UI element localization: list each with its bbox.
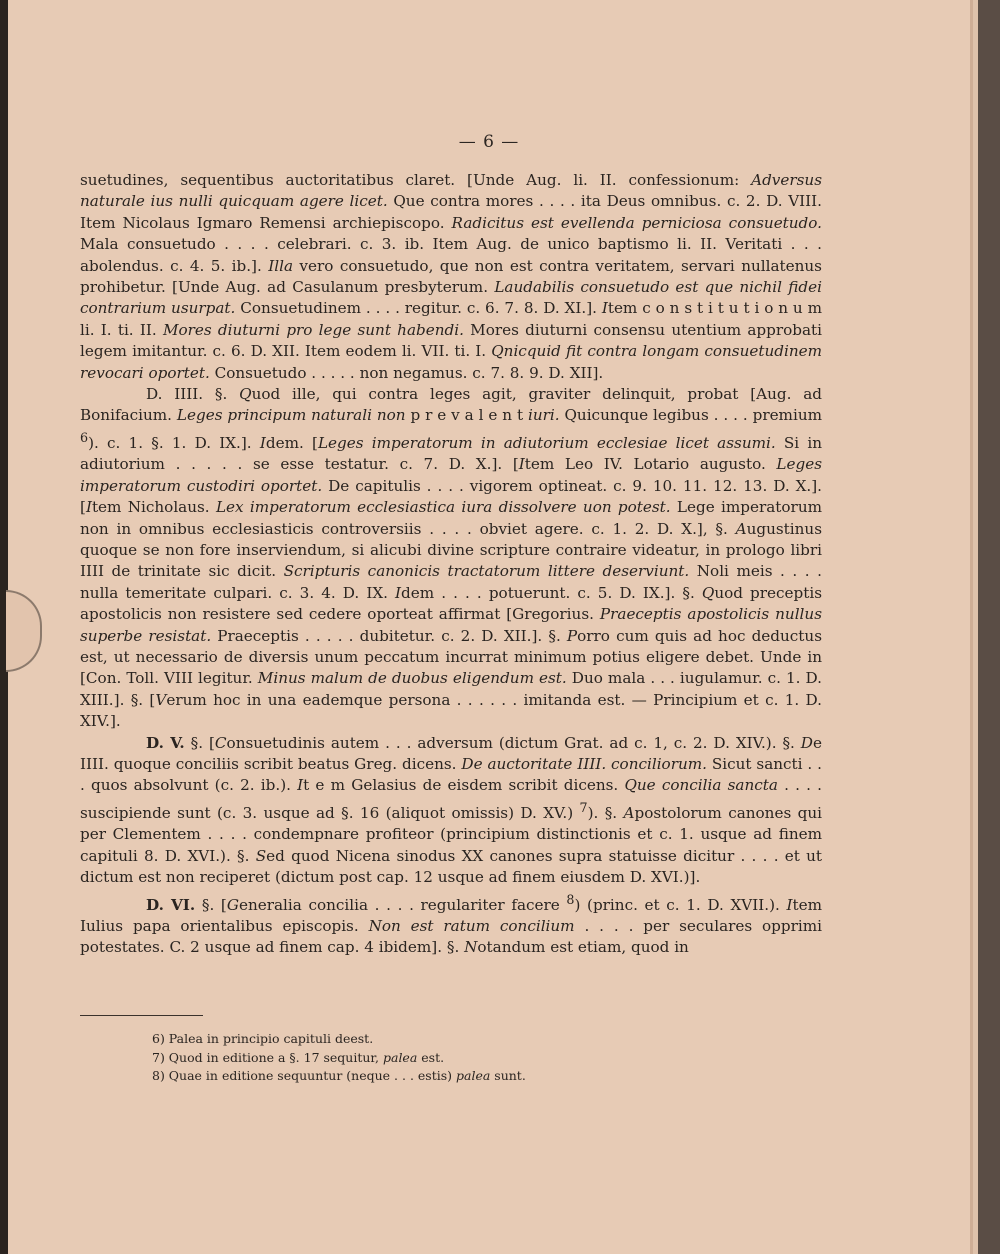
adjacent-page-edge: [970, 0, 1000, 1254]
book-page: [8, 0, 973, 1254]
footnotes: [152, 1030, 802, 1086]
main-text: [80, 170, 822, 959]
paragraph-2: D. IIII. §. Quod ille, qui contra leges agit, graviter delinquit, probat [Aug. ad Bonifacium. Leges principum naturali non p r e v a l e n t iuri. Quicunque legibus . . . . premium $^6$). c. 1. §. 1. D. IX.]. Idem. [Leges imperatorum in adiutorium ecclesiae licet assumi. Si in adiutorium . . . . . se esse testatur. c. 7. D. X.]. [Item Leo IV. Lotario augusto. Leges imperatorum custodiri oportet. De capitulis . . . . vigorem optineat. c. 9. 10. 11. 12. 13. D. X.]. [Item Nicholaus. Lex imperatorum ecclesiastica iura dissolvere uon potest. Lege imperatorum non in omnibus ecclesiasticis controversiis . . . . obviet agere. c. 1. 2. D. X.], §. Augustinus quoque se non fore inserviendum, si alicubi divine scripture contraire videatur, in prologo libri IIII de trinitate sic dicit. Scripturis canonicis tractatorum littere deserviunt. Noli meis . . . . nulla temeritate culpari. c. 3. 4. D. IX. Idem . . . . potuerunt. c. 5. D. IX.]. §. Quod preceptis apostolicis non resistere sed cedere oporteat affirmat [Gregorius. Praeceptis apostolicis nullus superbe resistat. Praeceptis . . . . . dubitetur. c. 2. D. XII.]. §. Porro cum quis ad hoc deductus est, ut necessario de diversis unum peccatum incurrat minimum potius eligere debet. Unde in [Con. Toll. VIII legitur. Minus malum de duobus eligendum est. Duo mala . . . iugulamur. c. 1. D. XIII.]. §. [Verum hoc in una eademque persona . . . . . . imitanda est. — Principium et c. 1. D. XIV.].: [80, 385, 823, 731]
paragraph-3: D. V. §. [Consuetudinis autem . . . adversum (dictum Grat. ad c. 1, c. 2. D. XIV.). §. De IIII. quoque conciliis scribit beatus Greg. dicens. De auctoritate IIII. conciliorum. Sicut sancti . . . quos absolvunt (c. 2. ib.). It e m Gelasius de eisdem scribit dicens. Que concilia sancta . . . . suscipiende sunt (c. 3. usque ad §. 16 (aliquot omissis) D. XV.) $^7$). §. Apostolorum canones qui per Clementem . . . . condempnare profiteor (principium distinctionis et c. 1. usque ad finem capituli 8. D. XVI.). §. Sed quod Nicena sinodus XX canones supra statuisse dicitur . . . . et ut dictum est non reciperet (dictum post cap. 12 usque ad finem eiusdem D. XVI.)].: [80, 733, 822, 887]
page-tab-notch: [6, 590, 42, 672]
footnote-6: 6) Palea in principio capituli deest.: [152, 1031, 374, 1046]
footnote-rule: [80, 1015, 203, 1016]
paragraph-4: D. VI. §. [Generalia concilia . . . . regulariter facere $^8$) (princ. et c. 1. D. XVII.). Item Iulius papa orientalibus episcopis. Non est ratum concilium . . . . per seculares opprimi potestates. C. 2 usque ad finem cap. 4 ibidem]. §. Notandum est etiam, quod in: [80, 891, 823, 957]
paragraph-1: suetudines, sequentibus auctoritatibus claret. [Unde Aug. li. II. confessionum: Adversus naturale ius nulli quicquam agere licet. Que contra mores . . . . ita Deus omnibus. c. 2. D. VIII. Item Nicolaus Igmaro Remensi archiepiscopo. Radicitus est evellenda perniciosa consuetudo. Mala consuetudo . . . . celebrari. c. 3. ib. Item Aug. de unico baptismo li. II. Veritati . . . abolendus. c. 4. 5. ib.]. Illa vero consuetudo, que non est contra veritatem, servari nullatenus prohibetur. [Unde Aug. ad Casulanum presbyterum. Laudabilis consuetudo est que nichil fidei contrarium usurpat. Consuetudinem . . . . regitur. c. 6. 7. 8. D. XI.]. Item c o n s t i t u t i o n u m li. I. ti. II. Mores diuturni pro lege sunt habendi. Mores diuturni consensu utentium approbati legem imitantur. c. 6. D. XII. Item eodem li. VII. ti. I. Qnicquid fit contra longam consuetudinem revocari oportet. Consuetudo . . . . . non negamus. c. 7. 8. 9. D. XII].: [80, 171, 823, 382]
footnote-7: 7) Quod in editione a §. 17 sequitur, palea est.: [152, 1049, 445, 1065]
footnote-8: 8) Quae in editione sequuntur (neque . . . estis) palea sunt.: [152, 1068, 526, 1083]
page-number: — 6 —: [458, 132, 520, 152]
